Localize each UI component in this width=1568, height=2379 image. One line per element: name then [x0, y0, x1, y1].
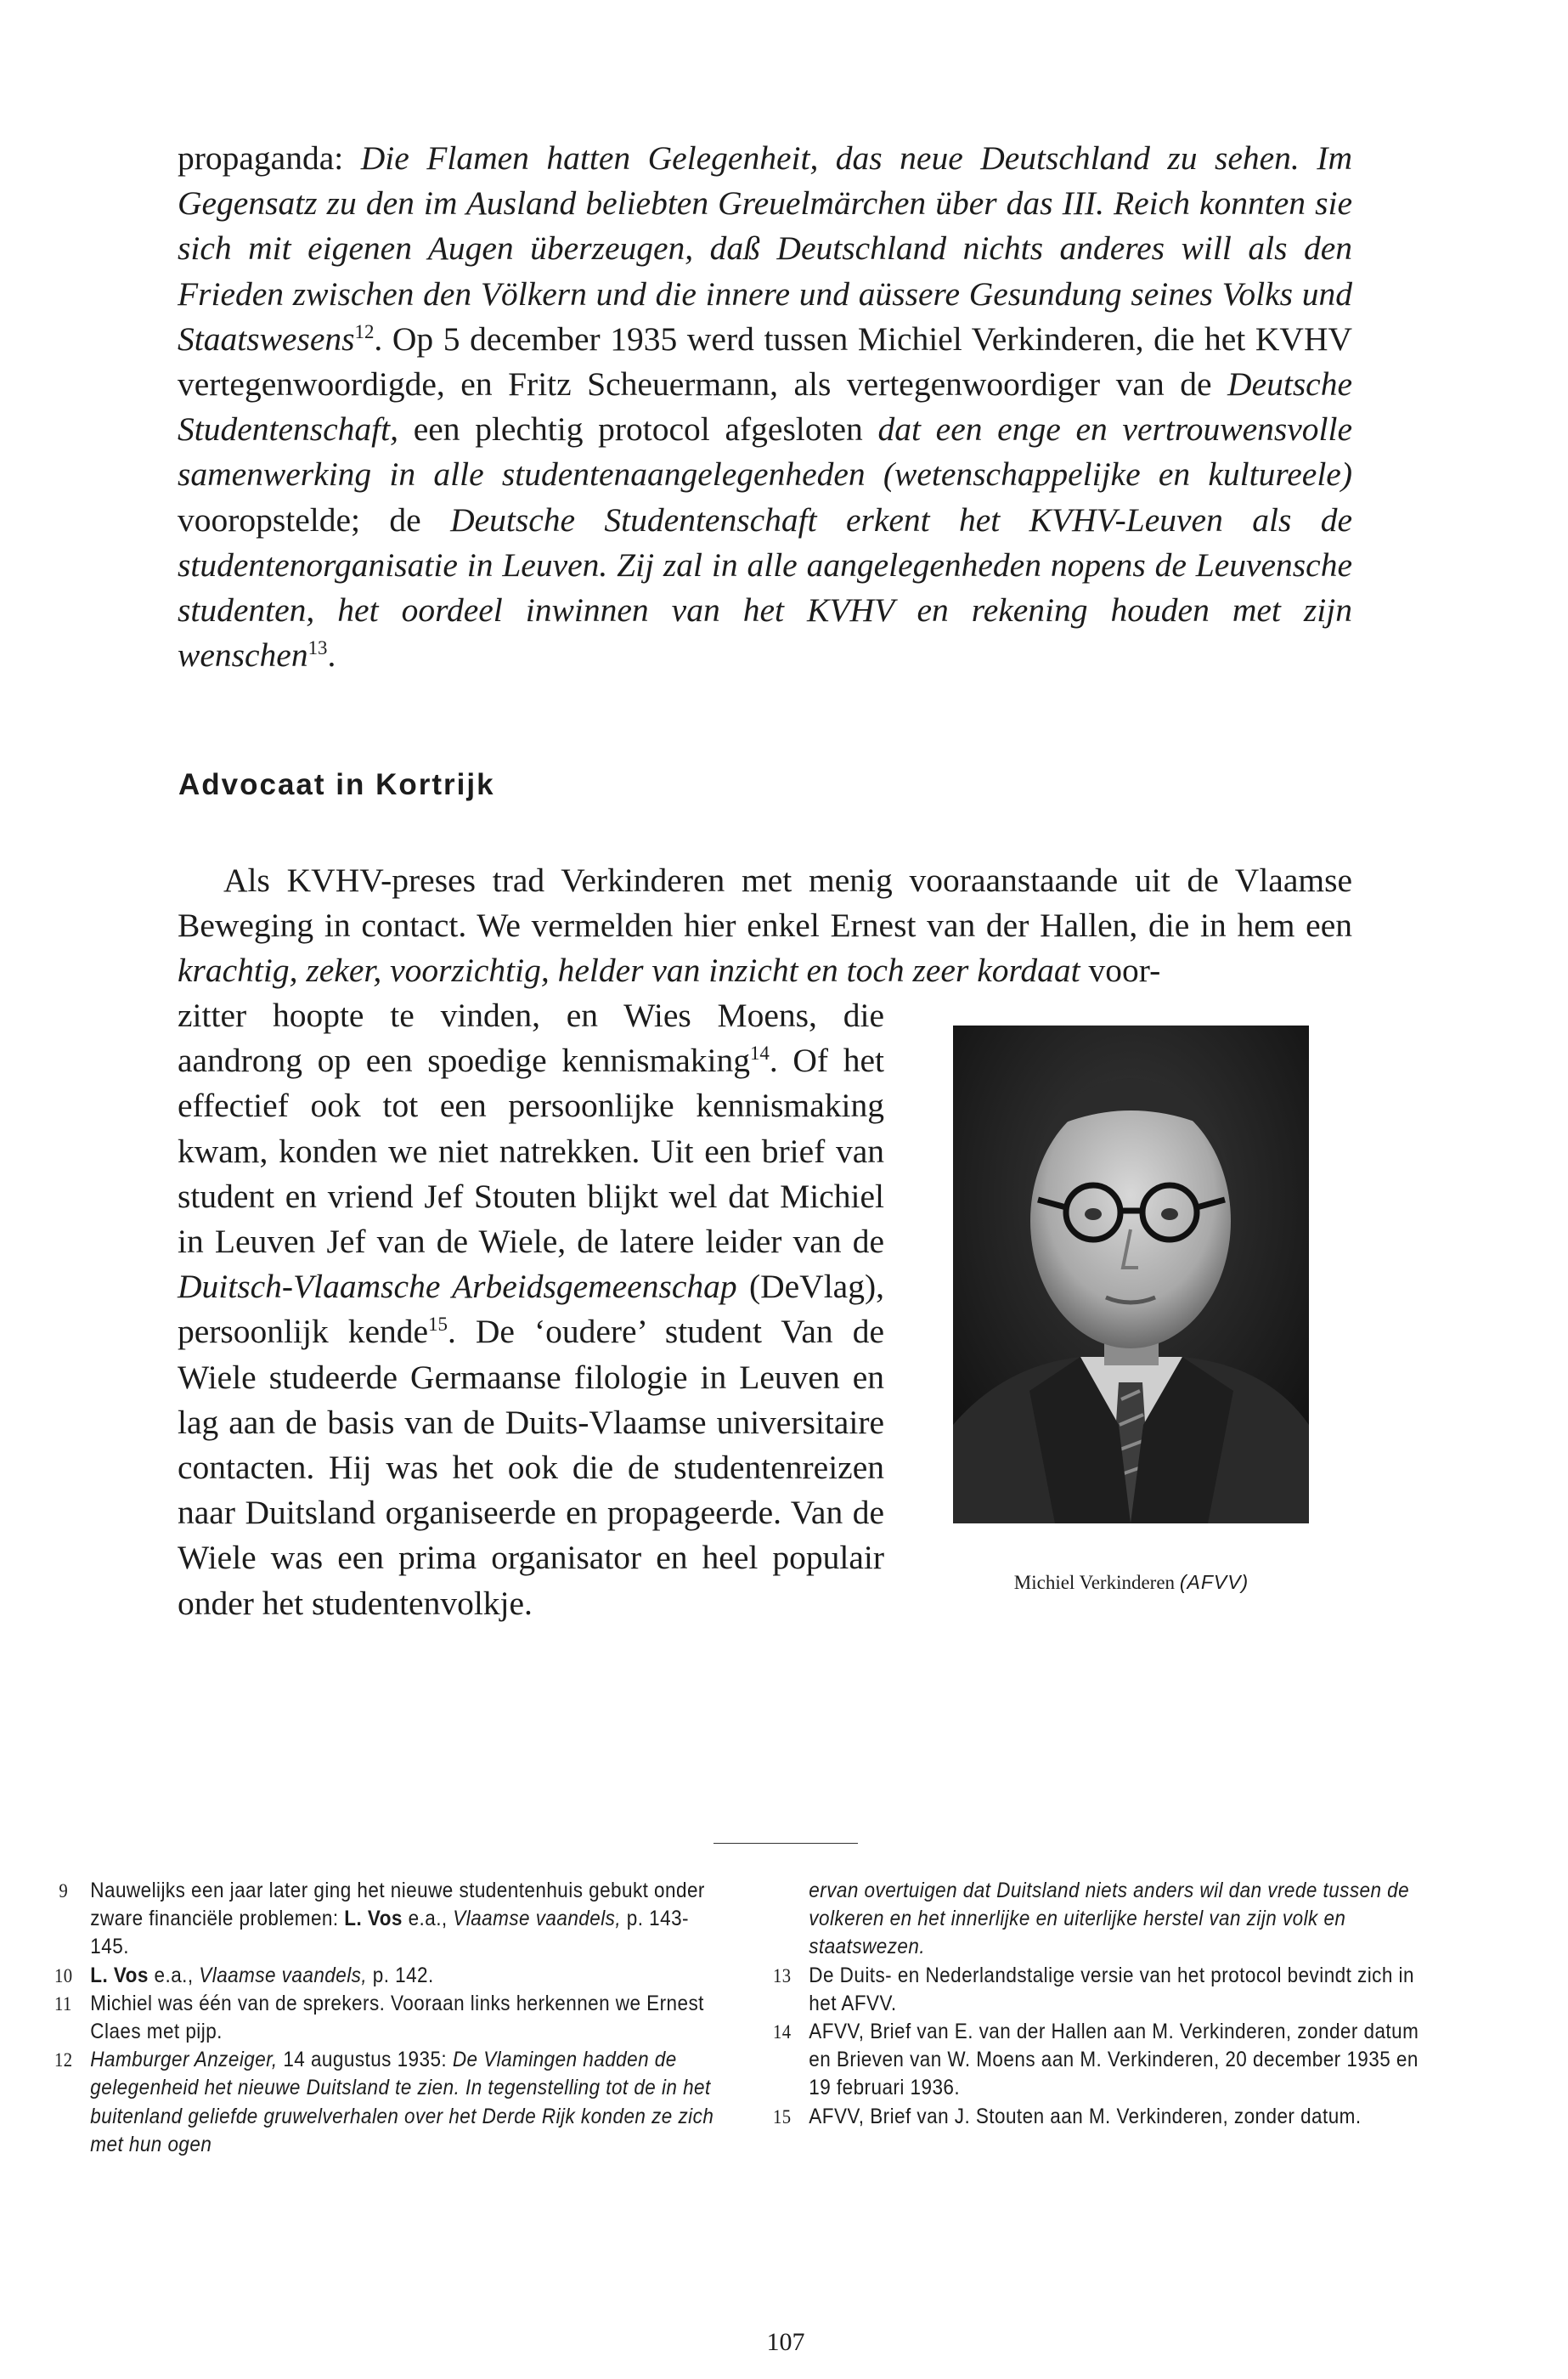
section-heading: Advocaat in Kortrijk [178, 768, 495, 801]
text-run: Die Flamen hatten Gelegenheit, das neue Deutschland zu sehen. Im Gegensatz zu den im Ausland beliebten Greuelmärchen über das III. Reich konnten sie sich mit eigenen Augen überzeugen, daß Deutschland nichts anderes will als den Frieden zwischen den Völkern und die innere und aüssere Gesundung seines Volks und Staatswesens [178, 139, 1352, 358]
footnote-number: 13 [773, 1964, 792, 1986]
footnote [54, 1877, 727, 1962]
text-run: dat een enge en vertrouwensvolle samenwerking in alle studentenaangelegenheden (wetenschappelijke en kultureele) [178, 410, 1352, 494]
footnote [773, 1962, 1446, 2018]
text-run: voor- [1080, 952, 1161, 990]
footnote-text: Nauwelijks een jaar later ging het nieuwe studentenhuis gebukt onder zware financiële problemen: [90, 1879, 705, 1931]
footnote-text: AFVV, Brief van J. Stouten aan M. Verkinderen, zonder datum. [809, 2104, 1362, 2128]
footnote-text: e.a., [148, 1963, 200, 1987]
footnote-text: De Duits- en Nederlandstalige versie van het protocol bevindt zich in het AFVV. [809, 1963, 1414, 2015]
footnote [54, 1962, 727, 1990]
footnote-ref: 15 [428, 1314, 448, 1336]
text-run: zitter hoopte te vinden, en Wies Moens, die aandrong op een spoedige kennismaking [178, 997, 884, 1080]
footnotes-left-column [54, 1877, 727, 2159]
footnote-text: p. 143-145. [90, 1907, 689, 1959]
caption-source: (AFVV) [1179, 1571, 1249, 1593]
footnote-ref: 14 [749, 1043, 770, 1065]
footnote-divider [713, 1843, 858, 1844]
body-paragraph-2-intro [178, 858, 1352, 994]
footnote-text: L. Vos [90, 1963, 149, 1987]
footnote-number: 15 [773, 2105, 792, 2128]
text-run: . Op 5 december 1935 werd tussen Michiel Verkinderen, die het KVHV vertegenwoordigde, en Fritz Scheuermann, als vertegenwoordiger van de [178, 319, 1352, 404]
footnote [773, 1877, 1446, 1962]
footnote-text: p. 142. [367, 1963, 434, 1987]
body-paragraph-2-wrapped [178, 993, 884, 1626]
text-run: vooropstelde; de [178, 500, 451, 539]
text-run: Als KVHV-preses trad Verkinderen met menig vooraanstaande uit de Vlaamse Beweging in contact. We vermelden hier enkel Ernest van der Hallen, die in hem een [178, 862, 1352, 945]
text-run: (DeVlag), persoonlijk kende [178, 1268, 884, 1351]
text-run: Deutsche Studentenschaft, [178, 365, 1352, 449]
footnote-number: 9 [59, 1880, 69, 1902]
footnote-ref: 12 [354, 320, 375, 342]
portrait-photo [953, 1026, 1309, 1523]
text-run: krachtig, zeker, voorzichtig, helder van inzicht en toch zeer kordaat [178, 952, 1080, 990]
photo-caption [928, 1570, 1335, 1595]
footnote-text: Vlaamse vaandels, [199, 1963, 368, 1987]
footnote-text: Michiel was één van de sprekers. Vooraan links herkennen we Ernest Claes met pijp. [90, 1991, 704, 2044]
footnote-number: 12 [54, 2049, 73, 2071]
footnote-text: Hamburger Anzeiger, [90, 2048, 278, 2072]
footnote [54, 1990, 727, 2046]
footnote-number: 10 [54, 1964, 73, 1986]
footnote-text: Vlaamse vaandels, [453, 1907, 622, 1931]
footnote-ref: 13 [307, 637, 328, 659]
footnote [54, 2046, 727, 2159]
text-run: Duitsch-Vlaamsche Arbeidsgemeenschap [178, 1268, 737, 1306]
footnote [773, 2018, 1446, 2103]
portrait-illustration [953, 1026, 1309, 1523]
footnote-text: e.a., [402, 1907, 454, 1931]
footnote-text: De Vlamingen hadden de gelegenheid het nieuwe Duitsland te zien. In tegenstelling tot de in het buitenland geliefde gruwelverhalen over het Derde Rijk konden ze zich met hun ogen [90, 2048, 714, 2156]
text-run: . Of het effectief ook tot een persoonlijke kennismaking kwam, konden we niet natrekken. Uit een brief van student en vriend Jef Stouten blijkt wel dat Michiel in Leuven Jef van de Wiele, de latere leider van de [178, 1042, 884, 1261]
body-paragraph-1 [178, 136, 1352, 678]
text-run: . De ‘oudere’ student Van de Wiele studeerde Germaanse filologie in Leuven en lag aan de basis van de Duits-Vlaamse universitaire contacten. Hij was het ook die de studentenreizen naar Duitsland organiseerde en propageerde. Van de Wiele was een prima organisator en heel populair onder het studentenvolkje. [178, 1313, 884, 1622]
text-run: propaganda: [178, 139, 361, 177]
footnote-number: 11 [54, 1992, 72, 2015]
footnote [773, 2103, 1446, 2131]
footnote-number: 14 [773, 2021, 792, 2043]
page-number: 107 [766, 2328, 805, 2356]
text-run: . [327, 636, 336, 675]
footnotes-right-column [773, 1877, 1446, 2131]
text-run: een plechtig protocol afgesloten [398, 410, 878, 449]
text-run: Deutsche Studentenschaft erkent het KVHV-Leuven als de studentenorganisatie in Leuven. Zij zal in alle aangelegenheden nopens de Leuvensche studenten, het oordeel inwinnen van het KVHV en rekening houden met zijn wenschen [178, 500, 1352, 675]
footnote-text: L. Vos [344, 1907, 403, 1931]
caption-text: Michiel Verkinderen [1013, 1572, 1180, 1593]
footnote-text: ervan overtuigen dat Duitsland niets anders wil dan vrede tussen de volkeren en het innerlijke en uiterlijke herstel van zijn volk en staatswezen. [809, 1879, 1410, 1959]
footnote-text: AFVV, Brief van E. van der Hallen aan M. Verkinderen, zonder datum en Brieven van W. Moens aan M. Verkinderen, 20 december 1935 en 19 februari 1936. [809, 2020, 1419, 2100]
footnote-text: 14 augustus 1935: [277, 2048, 453, 2072]
